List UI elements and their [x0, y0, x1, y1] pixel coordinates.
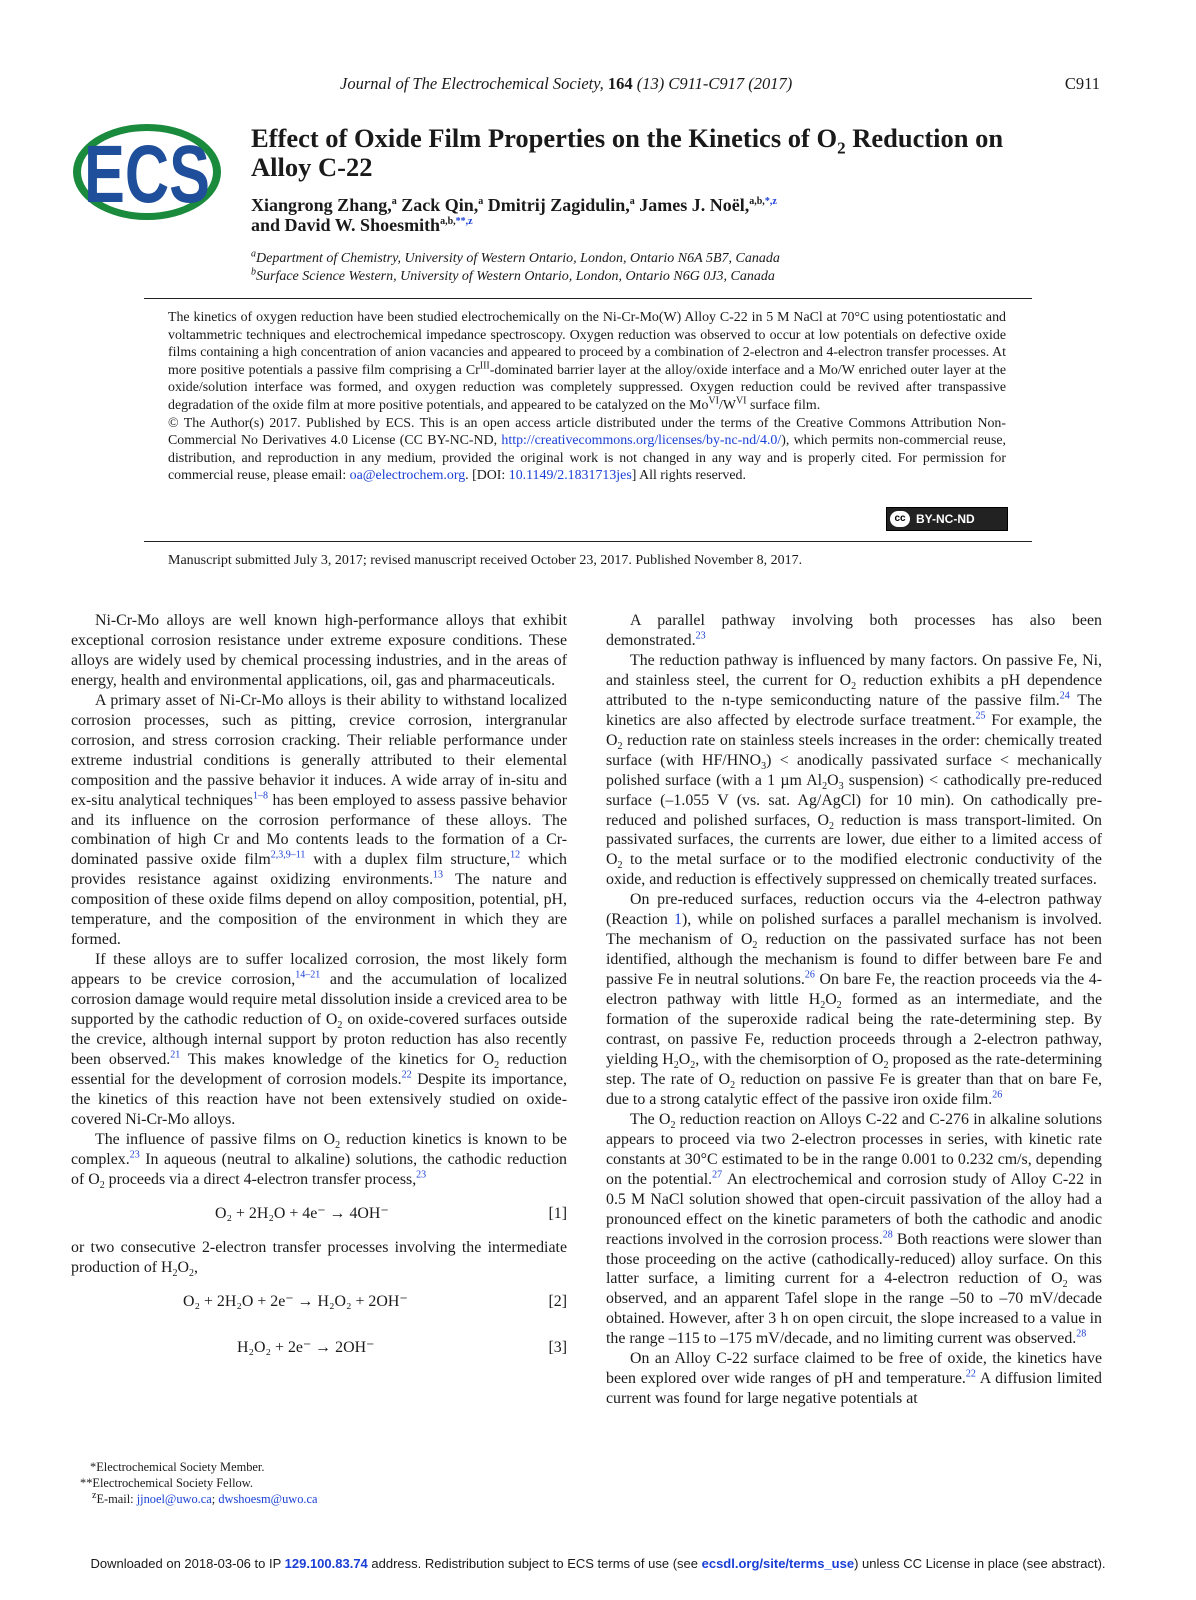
email-link-noel[interactable]: jjnoel@uwo.ca	[136, 1492, 212, 1506]
ecs-logo	[70, 118, 224, 226]
ip-address-link[interactable]: 129.100.83.74	[284, 1556, 368, 1571]
author-note-link[interactable]: *,z	[764, 196, 777, 207]
paragraph: The influence of passive films on $O_2$ reduction kinetics is known to be complex.$^{23}$ In aqueous (neutral to alkaline) solutions, the cathodic reduction of $O_2$ proceeds via a direct 4-electron transfer process,$^{23}$	[71, 1130, 567, 1191]
license-link[interactable]: http://creativecommons.org/licenses/by-nc-nd/4.0/	[501, 433, 782, 449]
citation-link[interactable]: 22	[965, 1368, 976, 1380]
paragraph: or two consecutive 2-electron transfer processes involving the intermediate production of $H_2O_2$,	[71, 1238, 567, 1279]
citation-link[interactable]: 27	[712, 1169, 723, 1181]
citation-link[interactable]: 26	[804, 969, 815, 981]
citation-link[interactable]: 25	[975, 710, 986, 722]
paragraph: Ni-Cr-Mo alloys are well known high-performance alloys that exhibit exceptional corrosion resistance under extreme exposure conditions. These alloys are widely used by chemical processing industries, and in the areas of energy, health and environmental applications, oil, gas and pharmaceuticals.	[71, 612, 567, 689]
journal-volume: 164	[607, 74, 633, 93]
citation-link[interactable]: 26	[992, 1089, 1003, 1101]
author-note-link[interactable]: **,z	[455, 216, 473, 227]
paragraph: A parallel pathway involving both processes has also been demonstrated.$^{23}$	[606, 612, 1102, 649]
author-list: Xiangrong Zhang,$^a$ Zack Qin,$^a$ Dmitrij Zagidulin,$^a$ James J. Noël,$^{a,b,*,z}$ and David W. Shoesmith$^{a,b,**,z}$	[251, 195, 777, 235]
affiliations: $^a$Department of Chemistry, University of Western Ontario, London, Ontario N6A 5B7, Canada $^b$Surface Science Western, University of Western Ontario, London, Ontario N6G 0J3, Canada	[251, 248, 780, 284]
affiliation-a: Department of Chemistry, University of Western Ontario, London, Ontario N6A 5B7, Canada	[256, 251, 780, 266]
paragraph: On pre-reduced surfaces, reduction occurs via the 4-electron pathway (Reaction 1), while on polished surfaces a parallel mechanism is involved. The mechanism of $O_2$ reduction on the passivated surface has not been identified, although the mechanism is found to differ between bare Fe and passive Fe in neutral solutions.$^{26}$ On bare Fe, the reaction proceeds via the 4-electron pathway with little $H_2O_2$ formed as an intermediate, and the formation of the superoxide radical being the rate-determining step. By contrast, on passive Fe, reduction proceeds through a 2-electron pathway, yielding $H_2O_2$, with the chemisorption of $O_2$ proposed as the rate-determining step. The rate of $O_2$ reduction on passive Fe is greater than that on bare Fe, due to a strong catalytic effect of the passive iron oxide film.$^{26}$	[606, 891, 1103, 1108]
citation-link[interactable]: 2,3,9–11	[270, 850, 306, 862]
body-column-right	[606, 611, 1102, 1409]
doi-link[interactable]: 10.1149/2.1831713jes	[508, 468, 632, 484]
citation-link[interactable]: 28	[882, 1229, 893, 1241]
footnote-fellow: **Electrochemical Society Fellow.	[80, 1476, 253, 1490]
equation-2: O₂ + 2H₂O + 2e⁻ → H₂O₂ + 2OH⁻ [2]	[183, 1292, 567, 1310]
citation-link[interactable]: 24	[1059, 690, 1070, 702]
paragraph: The reduction pathway is influenced by many factors. On passive Fe, Ni, and stainless steel, the current for $O_2$ reduction exhibits a pH dependence attributed to the n-type semiconducting nature of the passive film.$^{24}$ The kinetics are also affected by electrode surface treatment.$^{25}$ For example, the $O_2$ reduction rate on stainless steels increases in the order: chemically treated surface (with $HF/HNO_3$) < anodically passivated surface < mechanically polished surface (with a 1 µm $Al_2O_3$ suspension) < cathodically pre-reduced surface (–1.055 V (vs. sat. Ag/AgCl) for 10 min). On cathodically pre-reduced and polished surfaces, $O_2$ reduction is mass transport-limited. On passivated surfaces, the currents are lower, due either to a limited access of $O_2$ to the metal surface or to the modified electronic conductivity of the oxide, and reduction is effectively suppressed on chemically treated surfaces.	[606, 651, 1102, 889]
abstract	[168, 309, 1006, 485]
abstract-bottom-rule	[144, 541, 1032, 542]
abstract-top-rule	[144, 298, 1032, 299]
footnote-email: $^z$E-mail: jjnoel@uwo.ca; dwshoesm@uwo.ca	[92, 1489, 318, 1506]
abstract-text: The kinetics of oxygen reduction have been studied electrochemically on the Ni-Cr-Mo(W) Alloy C-22 in 5 M NaCl at 70°C using potentiostatic and voltammetric techniques and electrochemical impedance spectroscopy. Oxygen reduction was observed to occur at low potentials on defective oxide films containing a high concentration of anion vacancies and appeared to proceed by a combination of 2-electron and 4-electron transfer processes. At more positive potentials a passive film comprising a $Cr^{III}$-dominated barrier layer at the alloy/oxide interface and a Mo/W enriched outer layer at the oxide/solution interface was formed, and oxygen reduction was completely suppressed. Oxygen reduction could be revived after transpassive degradation of the oxide film at more positive potentials, and appeared to be catalyzed on the $Mo^{VI}/W^{VI}$ surface film.	[168, 310, 1006, 413]
page-code: C911	[1064, 74, 1100, 93]
citation-link[interactable]: 21	[170, 1049, 181, 1061]
footnotes	[80, 1459, 500, 1507]
paragraph: The $O_2$ reduction reaction on Alloys C-22 and C-276 in alkaline solutions appears to proceed via two 2-electron processes in series, with kinetic rate constants at 30°C estimated to be in the range 0.001 to 0.232 cm/s, depending on the potential.$^{27}$ An electrochemical and corrosion study of Alloy C-22 in 0.5 M NaCl solution showed that open-circuit passivation of the alloy had a pronounced effect on the kinetic parameters of both the cathodic and anodic reactions involved in the corrosion process.$^{28}$ Both reactions were slower than those proceeding on the active (cathodically-reduced) alloy surface. On this latter surface, a limiting current for a 4-electron reduction of $O_2$ was observed, and an apparent Tafel slope in the range –50 to –70 mV/decade obtained. However, after 3 h on open circuit, the slope increased to a value in the range –115 to –175 mV/decade, and no limiting current was observed.$^{28}$	[606, 1110, 1102, 1348]
terms-of-use-link[interactable]: ecsdl.org/site/terms_use	[701, 1556, 855, 1571]
download-footer: Downloaded on 2018-03-06 to IP 129.100.83.74 address. Redistribution subject to ECS terms of use (see ecsdl.org/site/terms_use) unless CC License in place (see abstract).	[90, 1556, 1106, 1571]
citation-link[interactable]: 12	[510, 850, 521, 862]
citation-link[interactable]: 14–21	[295, 969, 321, 981]
citation-link[interactable]: 28	[1076, 1329, 1087, 1341]
paragraph: If these alloys are to suffer localized corrosion, the most likely form appears to be crevice corrosion,$^{14-21}$ and the accumulation of localized corrosion damage would require metal dissolution inside a creviced area to be supported by the cathodic reduction of $O_2$ on oxide-covered surfaces outside the crevice, although internal support by proton reduction has also recently been observed.$^{21}$ This makes knowledge of the kinetics for $O_2$ reduction essential for the development of corrosion models.$^{22}$ Despite its importance, the kinetics of this reaction have not been extensively studied on oxide-covered Ni-Cr-Mo alloys.	[71, 951, 568, 1128]
paragraph: On an Alloy C-22 surface claimed to be free of oxide, the kinetics have been explored over wide ranges of pH and temperature.$^{22}$ A diffusion limited current was found for large negative potentials at	[606, 1350, 1103, 1408]
paragraph: A primary asset of Ni-Cr-Mo alloys is their ability to withstand localized corrosion processes, such as pitting, crevice corrosion, intergranular corrosion, and stress corrosion cracking. Their reliable performance under extreme industrial conditions is generally attributed to their elemental composition and the passive behavior it induces. A wide array of in-situ and ex-situ analytical techniques$^{1-8}$ has been employed to assess passive behavior and its influence on the corrosion performance of these alloys. The combination of high Cr and Mo contents leads to the formation of a Cr-dominated passive oxide film$^{2,3,9-11}$ with a duplex film structure,$^{12}$ which provides resistance against oxidizing environments.$^{13}$ The nature and composition of these oxide films depend on alloy composition, potential, pH, temperature, and the composition of the environment in which they are formed.	[71, 691, 568, 949]
citation-link[interactable]: 13	[433, 870, 444, 882]
license-text: © The Author(s) 2017. Published by ECS. This is an open access article distributed under the terms of the Creative Commons Attribution Non-Commercial No Derivatives 4.0 License (CC BY-NC-ND, http://creativecommons.org/licenses/by-nc-nd/4.0/), which permits non-commercial reuse, distribution, and reproduction in any medium, provided the original work is not changed in any way and is properly cited. For permission for commercial reuse, please email: oa@electrochem.org. [DOI: 10.1149/2.1831713jes] All rights reserved.	[168, 415, 1007, 484]
journal-citation: Journal of The Electrochemical Society, 164 (13) C911-C917 (2017)	[340, 74, 793, 93]
equation-3: H₂O₂ + 2e⁻ → 2OH⁻ [3]	[237, 1338, 567, 1356]
citation-link[interactable]: 1–8	[253, 790, 268, 802]
journal-issue-pages: (13) C911-C917 (2017)	[632, 74, 793, 93]
footnote-member: *Electrochemical Society Member.	[90, 1460, 265, 1474]
body-column-left	[71, 611, 567, 1372]
equation-1: O₂ + 2H₂O + 4e⁻ → 4OH⁻ [1]	[215, 1204, 567, 1222]
svg-text:ECS: ECS	[84, 129, 210, 220]
reaction-link[interactable]: 1	[674, 911, 682, 929]
permission-email-link[interactable]: oa@electrochem.org	[349, 468, 466, 484]
citation-link[interactable]: 23	[416, 1169, 427, 1181]
citation-link[interactable]: 23	[695, 630, 706, 642]
cc-license-badge[interactable]: cc BY-NC-ND	[886, 507, 1008, 531]
manuscript-dates: Manuscript submitted July 3, 2017; revised manuscript received October 23, 2017. Published November 8, 2017.	[168, 553, 803, 568]
article-title: Effect of Oxide Film Properties on the Kinetics of $O_2$ Reduction on Alloy C-22	[251, 123, 1004, 182]
email-link-shoesmith[interactable]: dwshoesm@uwo.ca	[218, 1492, 318, 1506]
affiliation-b: Surface Science Western, University of Western Ontario, London, Ontario N6G 0J3, Canada	[256, 269, 775, 284]
citation-link[interactable]: 23	[129, 1149, 140, 1161]
journal-name: Journal of The Electrochemical Society	[340, 74, 600, 93]
citation-link[interactable]: 22	[401, 1069, 412, 1081]
